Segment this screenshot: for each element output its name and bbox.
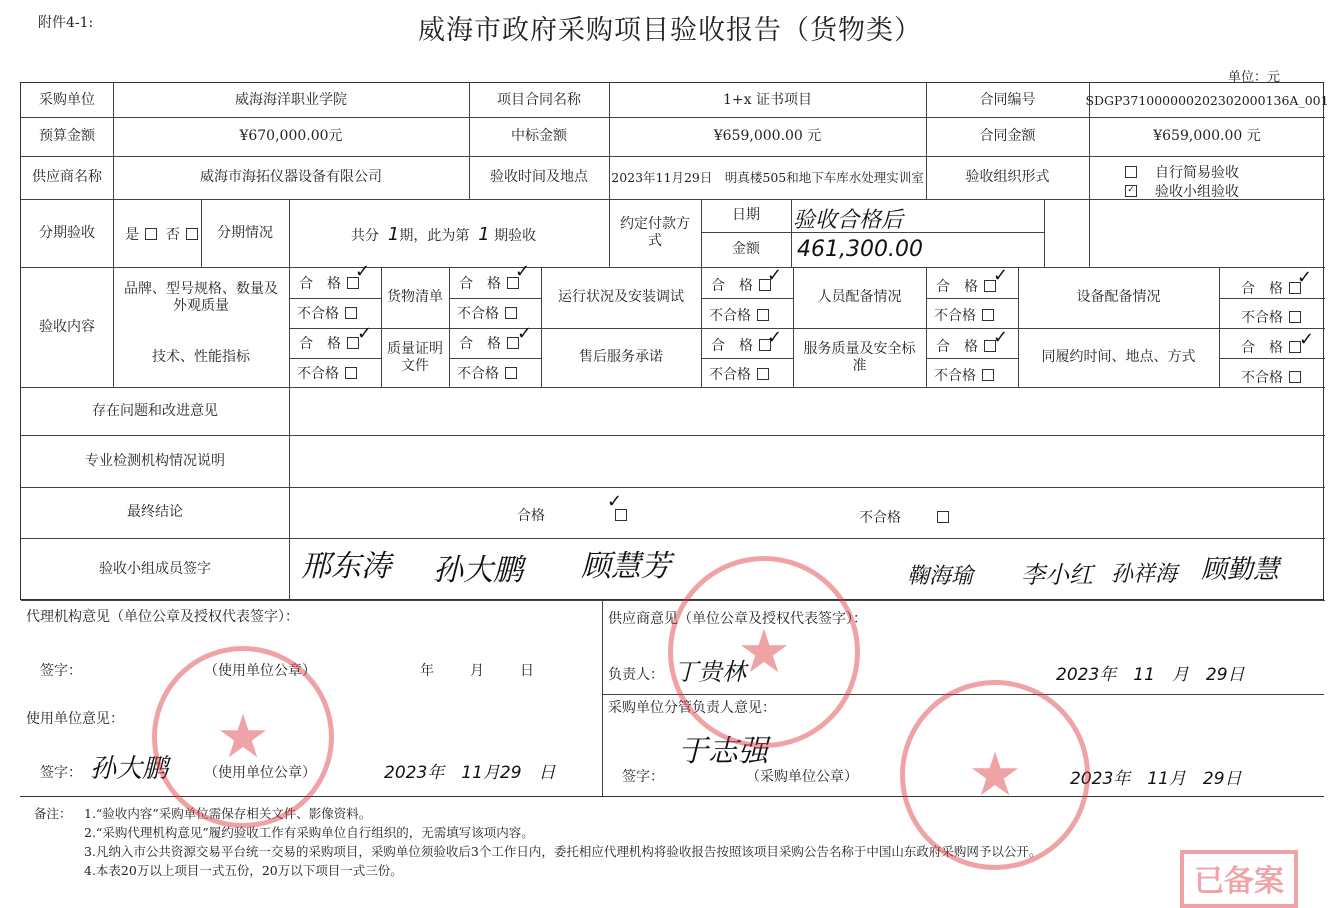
contract-amount-value: ¥659,000.00 元: [1153, 128, 1261, 144]
acceptance-report-table: [20, 82, 1329, 600]
fail-option[interactable]: 不合格: [709, 364, 769, 384]
org-form-option-team[interactable]: ✓ 验收小组验收: [1125, 181, 1239, 201]
contract-no-label: 合同编号: [979, 91, 1036, 108]
payment-date-label: 日期: [732, 207, 760, 223]
agent-opinion-label: 代理机构意见（单位公章及授权代表签字）：: [26, 609, 299, 625]
supplier-value: 威海市海拓仪器设备有限公司: [200, 169, 382, 185]
fail-option[interactable]: 不合格: [1241, 307, 1301, 327]
manager-date: 2023年 11月 29日: [1070, 769, 1242, 789]
check-mark-icon: ✓: [355, 261, 371, 282]
contract-name-value: 1+x 证书项目: [723, 91, 812, 108]
member-signature: 顾慧芳: [581, 549, 671, 584]
pass-option[interactable]: 合 格: [1241, 278, 1301, 298]
filed-stamp: 已备案: [1180, 850, 1298, 908]
member-signature: 邢东涛: [301, 549, 391, 584]
installment-detail: 共分 1期，此为第 1 期验收: [351, 224, 537, 245]
inspection-item-brand: 品牌、型号规格、数量及外观质量: [124, 280, 278, 314]
manager-sign-label: 签字：: [622, 769, 664, 785]
installment-yes-no[interactable]: 是 否: [125, 224, 198, 244]
budget-value: ¥670,000.00元: [239, 128, 343, 144]
fail-option[interactable]: 不合格: [934, 365, 994, 385]
pass-option[interactable]: 合 格: [459, 333, 519, 353]
manager-opinion-label: 采购单位分管负责人意见：: [608, 700, 776, 716]
inspection-item-schedule: 同履约时间、地点、方式: [1041, 349, 1196, 365]
time-place-label: 验收时间及地点: [490, 169, 588, 185]
annex-number: 附件4-1:: [38, 15, 94, 31]
contract-name-label: 项目合同名称: [497, 91, 581, 108]
note-line: 3.凡纳入市公共资源交易平台统一交易的采购项目，采购单位须验收后3个工作日内，委托相应代理机构将验收报告按照该项目采购公告名称于中国山东政府采购网予以公开。: [84, 844, 1042, 859]
members-label: 验收小组成员签字: [99, 560, 211, 577]
member-signature: 顾勤慧: [1201, 555, 1280, 585]
agent-seal-label: （使用单位公章）: [204, 663, 316, 679]
check-mark-icon: ✓: [357, 323, 373, 344]
inspection-item-service-safety: 服务质量及安全标准: [803, 340, 916, 374]
time-place-value: 2023年11月29日 明真楼505和地下车库水处理实训室: [611, 170, 924, 185]
bid-amount-label: 中标金额: [511, 128, 567, 144]
check-mark-icon: ✓: [607, 491, 623, 512]
user-seal-label: （使用单位公章）: [204, 765, 316, 781]
fail-option[interactable]: 不合格: [297, 303, 357, 323]
supplier-opinion-label: 供应商意见（单位公章及授权代表签字）：: [608, 611, 867, 627]
payment-method-label: 约定付款方式: [620, 216, 690, 249]
bid-amount-value: ¥659,000.00 元: [713, 128, 822, 144]
payment-amount-value: 461,300.00: [797, 237, 923, 262]
agent-sign-label: 签字：: [40, 663, 82, 679]
star-icon: ★: [968, 740, 1022, 810]
page-title: 威海市政府采购项目验收报告（货物类）: [418, 15, 922, 46]
fail-option[interactable]: 不合格: [457, 303, 517, 323]
conclusion-fail-option[interactable]: 不合格: [859, 507, 949, 527]
contract-amount-label: 合同金额: [979, 128, 1036, 144]
fail-option[interactable]: 不合格: [1241, 367, 1301, 387]
pass-option[interactable]: 合 格: [711, 335, 771, 355]
member-signature: 李小红: [1021, 561, 1093, 589]
inspection-label: 验收内容: [39, 318, 95, 335]
conclusion-pass-option[interactable]: 合格: [517, 505, 627, 525]
note-line: 1.“验收内容”采购单位需保存相关文件、影像资料。: [84, 806, 372, 821]
check-mark-icon: ✓: [993, 265, 1009, 286]
star-icon: ★: [737, 617, 791, 687]
supplier-seal-stamp: [668, 556, 860, 748]
user-signature: 孙大鹏: [90, 754, 169, 784]
notes-label: 备注：: [34, 806, 72, 821]
inspection-item-staffing: 人员配备情况: [817, 289, 902, 305]
contract-no-value: SDGP371000000202302000136A_001: [1085, 92, 1329, 108]
pass-option[interactable]: 合 格: [711, 275, 771, 295]
agent-day: 日: [520, 663, 534, 679]
fail-option[interactable]: 不合格: [709, 305, 769, 325]
supplier-label: 供应商名称: [32, 169, 102, 185]
inspection-item-operation: 运行状况及安装调试: [558, 289, 684, 305]
org-form-label: 验收组织形式: [965, 169, 1050, 185]
check-mark-icon: ✓: [1297, 267, 1313, 288]
currency-unit: 单位：元: [1228, 70, 1281, 85]
pass-option[interactable]: 合 格: [299, 333, 359, 353]
fail-option[interactable]: 不合格: [457, 363, 517, 383]
inspection-agency-label: 专业检测机构情况说明: [85, 452, 225, 469]
pass-option[interactable]: 合 格: [936, 336, 996, 356]
payment-amount-label: 金额: [732, 241, 760, 257]
check-mark-icon: ✓: [1299, 329, 1315, 350]
member-signature: 孙祥海: [1111, 562, 1178, 587]
pass-option[interactable]: 合 格: [1241, 337, 1301, 357]
member-signature: 孙大鹏: [433, 553, 523, 588]
agent-month: 月: [470, 663, 484, 679]
star-icon: ★: [216, 702, 270, 772]
check-mark-icon: ✓: [767, 327, 783, 348]
note-line: 2.“采购代理机构意见”履约验收工作有采购单位自行组织的，无需填写该项内容。: [84, 825, 534, 840]
check-mark-icon: ✓: [517, 323, 533, 344]
member-signature: 鞠海瑜: [907, 564, 974, 589]
inspection-item-equipment: 设备配备情况: [1076, 289, 1161, 305]
inspection-item-performance: 技术、性能指标: [152, 349, 250, 365]
supplier-signature: 丁贵林: [674, 658, 746, 686]
purchaser-value: 威海海洋职业学院: [235, 91, 347, 108]
pass-option[interactable]: 合 格: [459, 273, 519, 293]
purchaser-label: 采购单位: [39, 91, 95, 108]
school-seal-stamp: [152, 646, 334, 828]
payment-date-value: 验收合格后: [793, 208, 904, 233]
installment-label: 分期验收: [39, 224, 95, 241]
pass-option[interactable]: 合 格: [936, 276, 996, 296]
inspection-item-quality-docs: 质量证明文件: [387, 340, 443, 374]
installment-detail-label: 分期情况: [217, 224, 273, 241]
check-mark-icon: ✓: [767, 265, 783, 286]
org-form-option-simple[interactable]: 自行简易验收: [1125, 162, 1239, 182]
supplier-date: 2023年 11 月 29日: [1056, 665, 1245, 685]
fail-option[interactable]: 不合格: [297, 363, 357, 383]
note-line: 4.本表20万以上项目一式五份，20万以下项目一式三份。: [84, 863, 403, 878]
check-mark-icon: ✓: [515, 261, 531, 282]
inspection-item-after-sales: 售后服务承诺: [579, 349, 663, 365]
supplier-person-label: 负责人：: [608, 667, 664, 683]
conclusion-label: 最终结论: [127, 504, 183, 520]
inspection-item-goods-list: 货物清单: [387, 289, 443, 305]
pass-option[interactable]: 合 格: [299, 273, 359, 293]
manager-seal-label: （采购单位公章）: [746, 769, 858, 785]
agent-year: 年: [420, 663, 434, 679]
check-mark-icon: ✓: [993, 327, 1009, 348]
user-sign-label: 签字：: [40, 765, 82, 781]
fail-option[interactable]: 不合格: [934, 305, 994, 325]
user-date: 2023年 11月29 日: [384, 763, 556, 783]
user-opinion-label: 使用单位意见：: [26, 711, 124, 727]
budget-label: 预算金额: [39, 128, 95, 144]
school-seal-stamp: [900, 680, 1090, 870]
issues-label: 存在问题和改进意见: [92, 402, 218, 419]
manager-signature: 于志强: [678, 734, 768, 769]
